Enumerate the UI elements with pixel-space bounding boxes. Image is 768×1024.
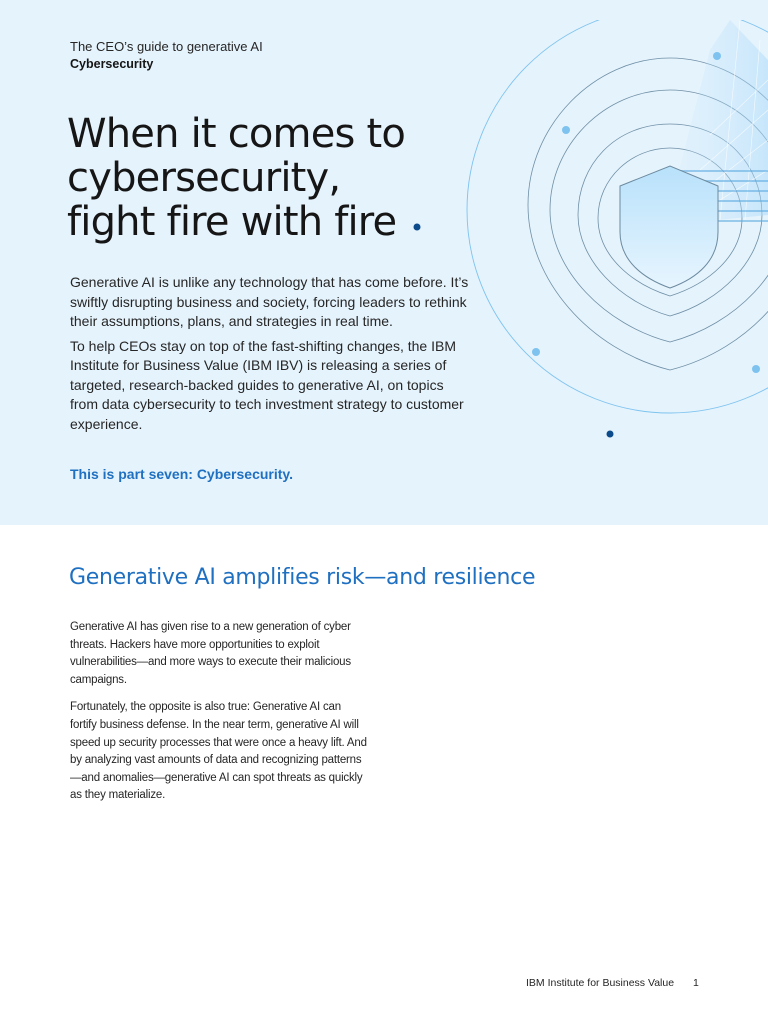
ring-dot	[562, 126, 570, 134]
intro-text	[70, 273, 470, 439]
section-label: Cybersecurity	[70, 57, 154, 71]
shield-illustration	[440, 20, 768, 450]
part-label: This is part seven: Cybersecurity.	[70, 466, 294, 482]
body-paragraph: Generative AI has given rise to a new generation of cyber threats. Hackers have more opportunities to exploit vulnerabilities—and more ways to execute their malicious campaigns.	[70, 621, 351, 686]
footer-org: IBM Institute for Business Value	[526, 977, 675, 989]
ring-dot	[713, 52, 721, 60]
ring-dot	[752, 365, 760, 373]
page-number: 1	[693, 977, 699, 989]
hero-title: When it comes to cybersecurity, fight fire with fire	[67, 111, 406, 245]
ring-dot-dark	[607, 431, 614, 438]
section-heading: Generative AI amplifies risk—and resilience	[69, 565, 536, 590]
body-paragraph: Fortunately, the opposite is also true: Generative AI can fortify business defense. In the near term, generative AI will speed up security processes that were once a heavy lift. And by analyzing vast amounts of data and recognizing patterns—and anomalies—generative AI can spot threats as quickly as they materialize.	[70, 701, 367, 802]
series-title: The CEO’s guide to generative AI	[70, 39, 263, 54]
intro-paragraph: Generative AI is unlike any technology that has come before. It’s swiftly disrupting business and society, forcing leaders to rethink their assumptions, plans, and strategies in real time.	[70, 274, 469, 329]
shield-icon	[620, 166, 718, 288]
section-body	[70, 619, 370, 815]
intro-paragraph: To help CEOs stay on top of the fast-shifting changes, the IBM Institute for Business Value (IBM IBV) is releasing a series of targeted, research-backed guides to generative AI, on topics from data cybersecurity to tech investment strategy to customer experience.	[70, 337, 464, 432]
ring-dot	[532, 348, 540, 356]
